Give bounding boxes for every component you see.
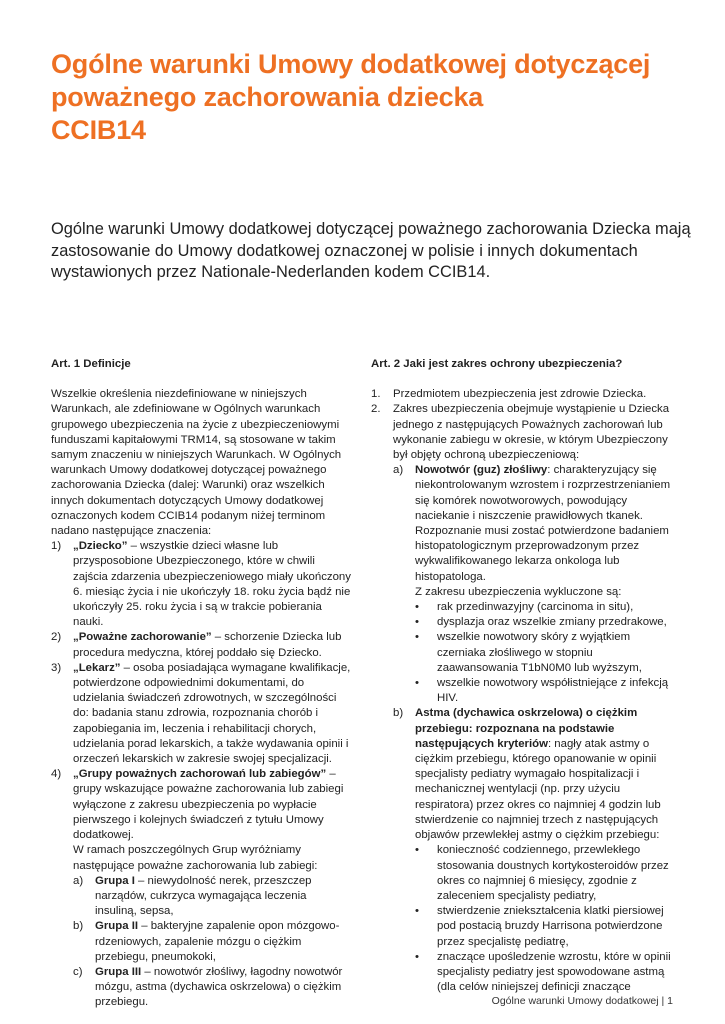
definition-term: „Grupy poważnych zachorowań lub zabiegów” xyxy=(73,768,327,781)
condition-term: Nowotwór (guz) złośliwy xyxy=(415,464,548,477)
definition-term: „Lekarz” xyxy=(73,661,121,674)
scope-number: 1. xyxy=(371,388,381,401)
definition-text: – grupy wskazujące poważne zachorowania lub zabiegi wyłączone z zakresu ubezpieczenia po wypłacie pierwszego i kolejnych świadczeń z tytułu Umowy dodatkowej. xyxy=(73,768,344,842)
group-term: Grupa II xyxy=(95,920,139,933)
condition-item xyxy=(371,463,676,585)
art1-heading: Art. 1 Definicje xyxy=(51,358,131,370)
intro-paragraph: Ogólne warunki Umowy dodatkowej dotyczącej poważnego zachorowania Dziecka mają zastosowanie do Umowy dodatkowej oznaczonej w polisie i innych dokumentach wystawionych przez Nationale-Nederlanden kodem CCIB14. xyxy=(51,220,691,281)
scope-text: Przedmiotem ubezpieczenia jest zdrowie Dziecka. xyxy=(393,388,647,401)
condition-item xyxy=(371,706,676,843)
definition-number: 1) xyxy=(51,540,62,553)
definition-item xyxy=(51,767,351,843)
bullet-icon: • xyxy=(415,905,419,918)
title-line-1: Ogólne warunki Umowy dodatkowej dotyczącej xyxy=(51,49,651,79)
definition-term: „Dziecko” xyxy=(73,540,128,553)
title-line-2: poważnego zachorowania dziecka xyxy=(51,82,484,112)
group-term: Grupa I xyxy=(95,874,135,887)
definition-number: 2) xyxy=(51,631,62,644)
page-footer: Ogólne warunki Umowy dodatkowej | 1 xyxy=(491,995,673,1007)
art2-heading: Art. 2 Jaki jest zakres ochrony ubezpieczenia? xyxy=(371,358,623,370)
scope-item xyxy=(371,402,676,463)
bullet-icon: • xyxy=(415,677,419,690)
bullet-text: wszelkie nowotwory współistniejące z infekcją HIV. xyxy=(437,677,669,705)
group-term: Grupa III xyxy=(95,965,142,978)
definition-item xyxy=(51,539,351,630)
group-item xyxy=(51,919,351,965)
criteria-bullet xyxy=(371,843,676,904)
group-letter: c) xyxy=(73,965,83,978)
condition-letter: b) xyxy=(393,707,404,720)
definition-text: – schorzenie Dziecka lub procedura medyczna, której poddało się Dziecko. xyxy=(73,631,342,659)
scope-item xyxy=(371,387,676,402)
definition-term: „Poważne zachorowanie” xyxy=(73,631,212,644)
group-text: – niewydolność nerek, przeszczep narządów, cukrzyca wymagająca leczenia insuliną, sepsa, xyxy=(95,874,312,918)
group-letter: b) xyxy=(73,920,84,933)
condition-text: : charakteryzujący się niekontrolowanym wzrostem i rozprzestrzenianiem się komórek nowotworowych, powodujący naciekanie i niszczenie prawidłowych tkanek. Rozpoznanie musi zostać potwierdzone badaniem histopatologicznym przeprowadzonym przez wykwalifikowanego lekarza onkologa lub histopatologa. xyxy=(415,464,671,583)
bullet-text: stwierdzenie zniekształcenia klatki piersiowej pod postacią bruzdy Harrisona potwierdzone przez specjalistę pediatrę, xyxy=(437,905,664,948)
definition-number: 4) xyxy=(51,768,62,781)
bullet-text: konieczność codziennego, przewlekłego stosowania doustnych kortykosteroidów przez okres co najmniej 6 miesięcy, zgodnie z zaleceniem specjalisty pediatry, xyxy=(437,844,669,902)
bullet-icon: • xyxy=(415,631,419,644)
condition-term: Astma (dychawica oskrzelowa) o ciężkim przebiegu: rozpoznana na podstawie następujących kryteriów xyxy=(415,707,638,750)
definition-item xyxy=(51,630,351,660)
groups-intro: W ramach poszczególnych Grup wyróżniamy następujące poważne zachorowania lub zabiegi: xyxy=(73,844,318,872)
group-letter: a) xyxy=(73,874,84,887)
bullet-icon: • xyxy=(415,601,419,614)
exclusion-bullet xyxy=(371,676,676,706)
title-line-3: CCIB14 xyxy=(51,115,146,145)
definition-number: 3) xyxy=(51,661,62,674)
art1-paragraph: Wszelkie określenia niezdefiniowane w niniejszych Warunkach, ale zdefiniowane w Ogólnych warunkach grupowego ubezpieczenia na życie z ubezpieczeniowymi funduszami kapitałowymi TRM14, są stosowane w takim samym znaczeniu w niniejszych Warunkach. W Ogólnych warunkach Umowy dodatkowej dotyczącej poważnego zachorowania Dziecka (dalej: Warunki) oraz wszelkich innych dokumentach dotyczących Umowy dodatkowej oznaczonych kodem CCIB14 podanym niżej terminom nadano następujące znaczenia: xyxy=(51,388,342,538)
bullet-text: dysplazja oraz wszelkie zmiany przedrakowe, xyxy=(437,616,667,629)
scope-text: Zakres ubezpieczenia obejmuje wystąpienie u Dziecka jednego z następujących Poważnych zachorowań lub wykonanie zabiegu w okresie, w którym Ubezpieczony był objęty ochroną ubezpieczeniową: xyxy=(393,403,670,462)
left-column xyxy=(51,357,351,1011)
bullet-icon: • xyxy=(415,616,419,629)
criteria-bullet xyxy=(371,904,676,950)
bullet-icon: • xyxy=(415,950,419,963)
group-item xyxy=(51,874,351,920)
condition-text: : nagły atak astmy o ciężkim przebiegu, którego opanowanie w opinii specjalisty pediatry wymagało hospitalizacji i mechanicznej wentylacji (np. przy użyciu respiratora) przez okres co najmniej 4 godzin lub stwierdzenie co najmniej trzech z następujących objawów przewlekłej astmy o ciężkim przebiegu: xyxy=(415,737,661,842)
exclusion-bullet xyxy=(371,630,676,676)
exclusion-bullet xyxy=(371,615,676,630)
exclusions-intro: Z zakresu ubezpieczenia wykluczone są: xyxy=(415,585,622,598)
scope-number: 2. xyxy=(371,403,381,416)
group-text: – bakteryjne zapalenie opon mózgowo-rdzeniowych, zapalenie mózgu o ciężkim przebiegu, pneumokoki, xyxy=(95,920,340,963)
definition-item xyxy=(51,661,351,767)
definition-text: – wszystkie dzieci własne lub przysposobione Ubezpieczonego, które w chwili zajścia zdarzenia ubezpieczeniowego miały ukończony 6. miesiąc życia i nie ukończyły 18. roku życia bądź nie ukończyły 25. roku życia i są w trakcie pobierania nauki. xyxy=(73,540,351,629)
bullet-text: znaczące upośledzenie wzrostu, które w opinii specjalisty pediatry jest spowodowane astmą (dla celów niniejszej definicji znaczące xyxy=(437,950,671,994)
right-column xyxy=(371,357,676,995)
document-title xyxy=(51,48,691,147)
group-text: – nowotwór złośliwy, łagodny nowotwór mózgu, astma (dychawica oskrzelowa) o ciężkim przebiegu. xyxy=(95,965,343,1009)
definition-text: – osoba posiadająca wymagane kwalifikacje, potwierdzone odpowiednimi dokumentami, do udzielania świadczeń zdrowotnych, w szczególności do: badania stanu zdrowia, rozpoznania chorób i zapobiegania im, leczenia i rehabilitacji chorych, udzielania porad lekarskich, a także wydawania opinii i orzeczeń lekarskich w zakresie swojej specjalizacji. xyxy=(73,661,351,766)
exclusion-bullet xyxy=(371,600,676,615)
bullet-icon: • xyxy=(415,844,419,857)
condition-letter: a) xyxy=(393,464,404,477)
bullet-text: rak przedinwazyjny (carcinoma in situ), xyxy=(437,601,634,614)
criteria-bullet xyxy=(371,950,676,996)
bullet-text: wszelkie nowotwory skóry z wyjątkiem czerniaka złośliwego w stopniu zaawansowania T1bN0M0 lub wyższym, xyxy=(437,631,642,674)
group-item xyxy=(51,965,351,1011)
